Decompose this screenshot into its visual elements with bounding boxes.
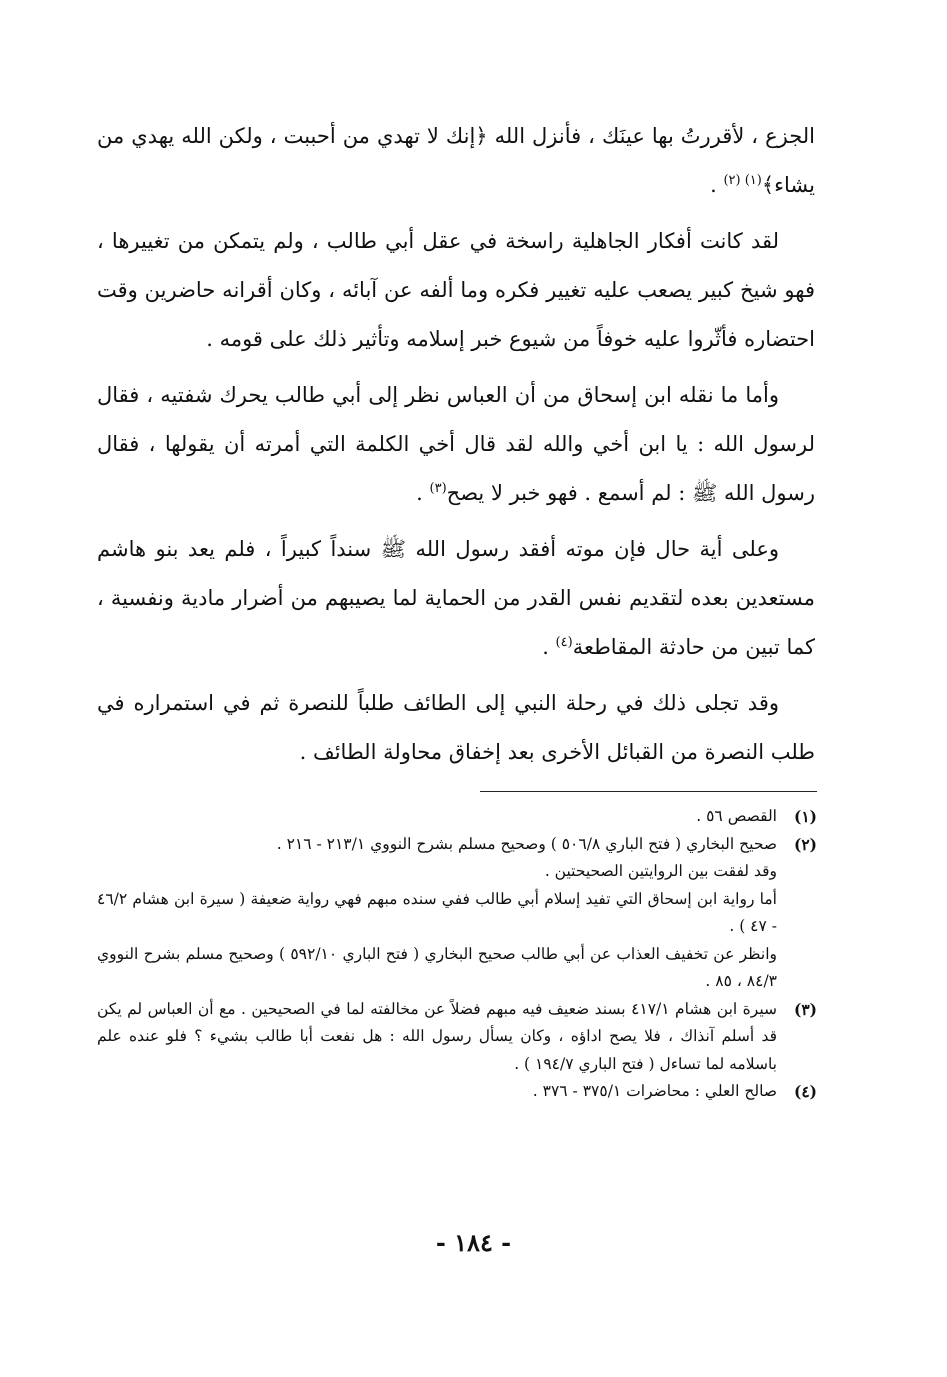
paragraph-4 [97, 525, 815, 672]
paragraph-5-text: وقد تجلى ذلك في رحلة النبي إلى الطائف طلباً للنصرة ثم في استمراره في طلب النصرة من القبائل الأخرى بعد إخفاق محاولة الطائف . [97, 691, 815, 764]
footnote-separator [480, 791, 817, 792]
footnote-3 [97, 996, 817, 1079]
footnote-ref-4: (٤) [555, 635, 573, 650]
paragraph-5 [97, 679, 815, 777]
footnote-line: أما رواية ابن إسحاق التي تفيد إسلام أبي طالب ففي سنده مبهم فهي رواية ضعيفة ( سيرة ابن هشام ٤٦/٢ - ٤٧ ) . [97, 889, 777, 935]
footnote-body [97, 1078, 777, 1106]
footnote-1 [97, 803, 817, 831]
footnote-number: (١) [793, 807, 817, 826]
paragraph-2 [97, 217, 815, 364]
page-number: - ١٨٤ - [435, 1228, 512, 1257]
paragraph-3-text: وأما ما نقله ابن إسحاق من أن العباس نظر إلى أبي طالب يحرك شفتيه ، فقال لرسول الله : يا ابن أخي والله لقد قال أخي الكلمة التي أمرته أن يقولها ، فقال رسول الله ﷺ : لم أسمع . فهو خبر لا يصح [97, 383, 815, 505]
footnote-number: (٢) [793, 834, 817, 854]
footnote-line: صالح العلي : محاضرات ٣٧٥/١ - ٣٧٦ . [532, 1082, 777, 1100]
footnote-body [97, 996, 777, 1079]
footnote-line: سيرة ابن هشام ٤١٧/١ بسند ضعيف فيه مبهم فضلاً عن مخالفته لما في الصحيحين . مع أن العباس لم يكن قد أسلم آنذاك ، فلا يصح اداؤه ، وكان يسأل رسول الله : هل نفعت أبا طالب بشيء ؟ فلو عنده علم باسلامه لما تساءل ( فتح الباري ١٩٤/٧ ) . [97, 999, 778, 1073]
paragraph-1-text: الجزع ، لأقررتُ بها عينَك ، فأنزل الله ﴿إنك لا تهدي من أحببت ، ولكن الله يهدي من يشاء﴾ [97, 124, 815, 197]
paragraph-4-text: وعلى أية حال فإن موته أفقد رسول الله ﷺ سنداً كبيراً ، فلم يعد بنو هاشم مستعدين بعده لتقديم نفس القدر من الحماية لما يصيبهم من أضرار مادية ونفسية ، كما تبين من حادثة المقاطعة [97, 537, 815, 659]
footnotes [97, 803, 817, 1106]
paragraph-3 [97, 371, 815, 518]
paragraph-1-tail: . [710, 173, 724, 197]
paragraph-1 [97, 112, 815, 210]
footnote-body [97, 803, 777, 831]
footnote-line: القصص ٥٦ . [696, 807, 777, 825]
footnote-number: (٣) [793, 999, 817, 1019]
paragraph-3-tail: . [416, 481, 430, 505]
footnote-2 [97, 831, 817, 996]
footnote-4 [97, 1078, 817, 1106]
footnote-body [97, 831, 777, 996]
footnote-ref-3: (٣) [429, 481, 447, 496]
paragraph-4-tail: . [542, 635, 556, 659]
footnote-number: (٤) [793, 1082, 817, 1101]
footnote-line: وانظر عن تخفيف العذاب عن أبي طالب صحيح البخاري ( فتح الباري ٥٩٢/١٠ ) وصحيح مسلم بشرح النووي ٨٤/٣ ، ٨٥ . [97, 944, 777, 990]
paragraph-2-text: لقد كانت أفكار الجاهلية راسخة في عقل أبي طالب ، ولم يتمكن من تغييرها ، فهو شيخ كبير يصعب عليه تغيير فكره وما ألفه عن آبائه ، وكان أقرانه حاضرين وقت احتضاره فأثّروا عليه خوفاً من شيوع خبر إسلامه وتأثير ذلك على قومه . [97, 229, 815, 351]
footnote-ref-1-2: (١) (٢) [723, 173, 762, 188]
footnote-line: صحيح البخاري ( فتح الباري ٥٠٦/٨ ) وصحيح مسلم بشرح النووي ٢١٣/١ - ٢١٦ . [276, 834, 777, 853]
main-text [97, 112, 815, 784]
footnote-line: وقد لفقت بين الروايتين الصحيحتين . [544, 862, 777, 880]
